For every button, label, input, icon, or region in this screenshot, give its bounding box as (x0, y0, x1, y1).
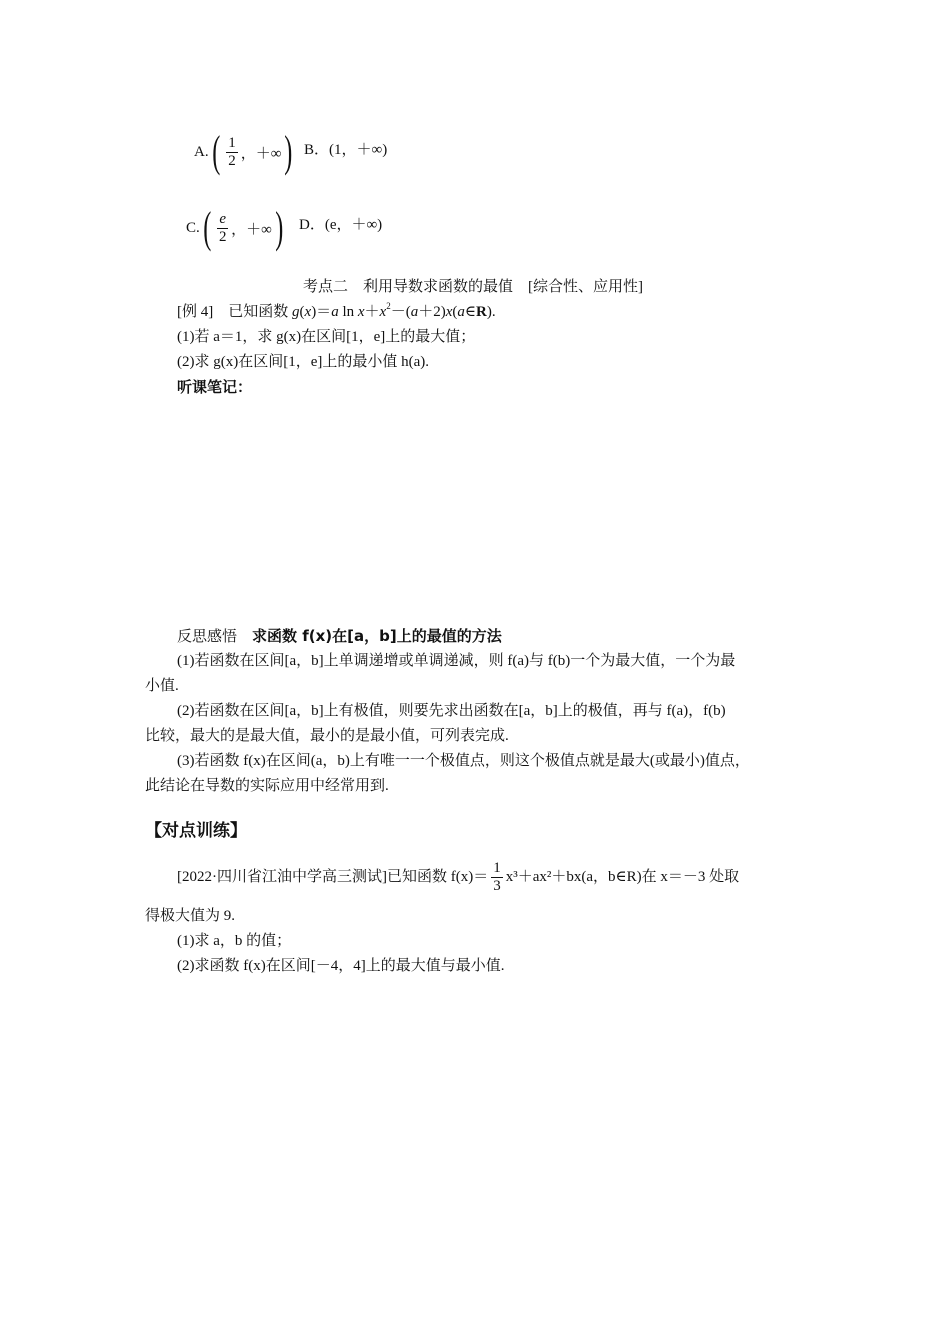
option-c-label: C. (186, 219, 200, 236)
reflection-p2-line1: (2)若函数在区间[a，b]上有极值，则要先求出函数在[a，b]上的极值，再与 f(a)，f(b) (177, 703, 726, 719)
right-paren: ) (284, 127, 293, 176)
practice-heading: 【对点训练】 (145, 821, 247, 841)
right-paren: ) (275, 203, 284, 252)
one-third-fraction: $\frac{1}{3}$ (493, 859, 501, 894)
reflection-lead: 反思感悟 (177, 629, 238, 645)
option-c-tail: ，＋∞ (231, 221, 272, 238)
practice-q2: (2)求函数 f(x)在区间[－4，4]上的最大值与最小值. (177, 958, 505, 974)
option-a-label: A. (194, 143, 209, 160)
example-4-q1: (1)若 a＝1，求 g(x)在区间[1，e]上的最大值； (177, 329, 476, 345)
reflection-p2-line2: 比较，最大的是最大值，最小的是最小值，可列表完成. (145, 728, 509, 744)
option-c (186, 204, 286, 252)
reflection-p1-line2: 小值. (145, 678, 179, 694)
option-c-fraction: $\frac{e}{2}$ (219, 210, 227, 245)
practice-stem: [2022·四川省江油中学高三测试]已知函数 f(x)＝ $\frac{1}{3}$ x³＋ax²＋bx(a，b∈R)在 x＝－3 处取 (177, 859, 740, 894)
practice-q1: (1)求 a，b 的值； (177, 933, 292, 949)
option-d: D．(e，＋∞) (299, 217, 383, 233)
notes-label: 听课笔记： (177, 378, 253, 396)
option-a (194, 128, 296, 176)
reflection-p3-line2: 此结论在导数的实际应用中经常用到. (145, 778, 389, 794)
section-title: 考点二 利用导数求函数的最值 [综合性、应用性] (303, 279, 643, 295)
option-a-tail: ，＋∞ (240, 145, 282, 162)
reflection-p1-line1: (1)若函数在区间[a，b]上单调递增或单调递减，则 f(a)与 f(b)一个为最大值，一个为最 (177, 653, 736, 669)
example-4-stem: [例 4] 已知函数 g(x)＝a $\ln x+x^2-(a+2)x(a\in R)$. (177, 301, 496, 320)
example-tag: [例 4] (177, 304, 214, 320)
option-a-fraction: $\frac{1}{2}$ (228, 134, 236, 169)
option-b: B．(1，＋∞) (304, 142, 388, 158)
reflection-p3-line1: (3)若函数 f(x)在区间(a，b)上有唯一一个极值点，则这个极值点就是最大(或最小)值点， (177, 753, 750, 769)
practice-stem-line2: 得极大值为 9. (145, 908, 236, 924)
reflection-title: 求函数 f(x)在[a，b]上的最值的方法 (252, 627, 502, 645)
example-4-q2: (2)求 g(x)在区间[1，e]上的最小值 h(a). (177, 354, 430, 370)
left-paren: ( (203, 203, 212, 252)
left-paren: ( (211, 127, 220, 176)
reflection-heading (177, 626, 502, 647)
